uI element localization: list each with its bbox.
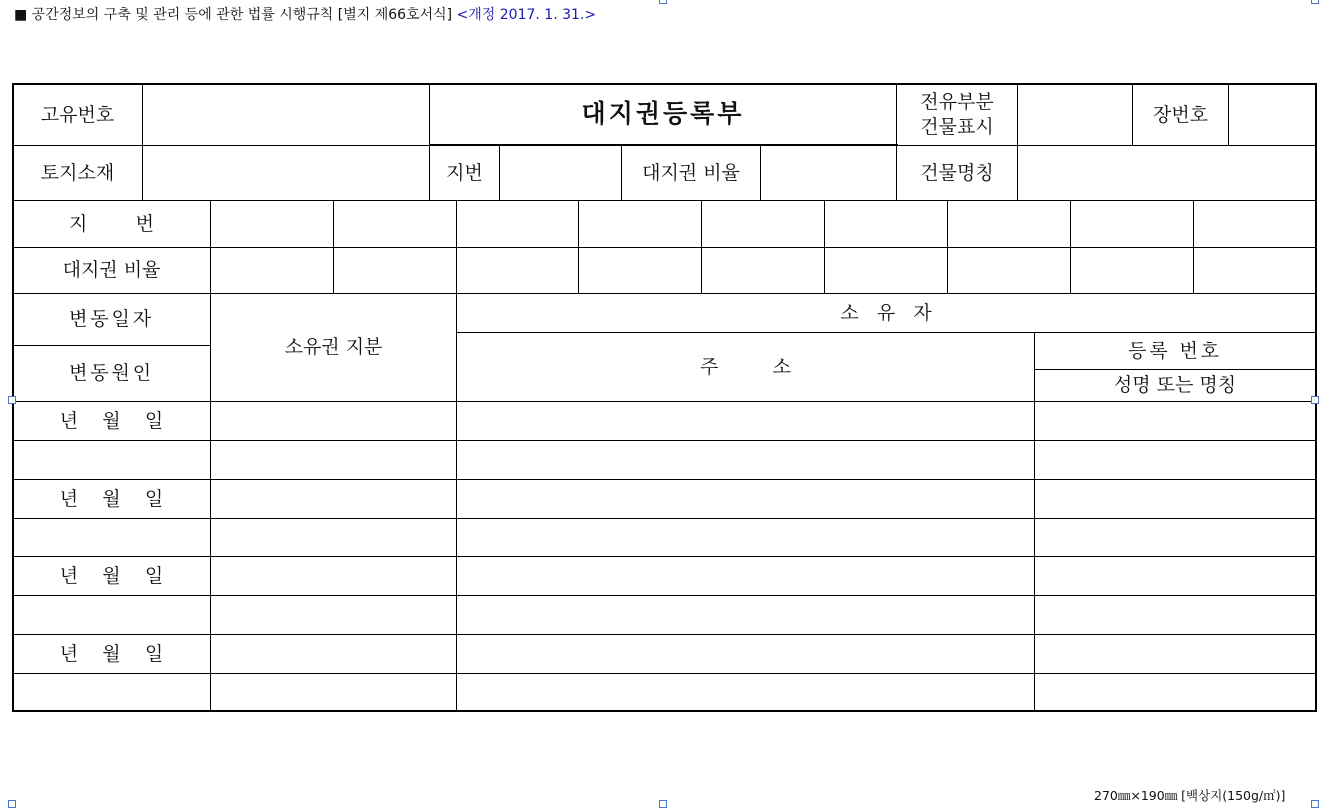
ratio-row-label: 대지권 비율 xyxy=(62,259,161,282)
divider xyxy=(1070,200,1071,294)
resize-handle-right[interactable] xyxy=(1311,396,1319,404)
land-location-field[interactable] xyxy=(143,146,429,200)
law-reference: ■ 공간정보의 구축 및 관리 등에 관한 법률 시행규칙 [별지 제66호서식] xyxy=(14,7,453,23)
entry-date-4: 년 월 일 xyxy=(59,642,164,665)
exclusive-part-field[interactable] xyxy=(1018,85,1132,145)
owner-label: 소 유 자 xyxy=(840,301,932,324)
land-location-label: 토지소재 xyxy=(40,161,115,184)
revision-date: <개정 2017. 1. 31.> xyxy=(456,7,597,23)
divider xyxy=(333,200,334,294)
resize-handle-top[interactable] xyxy=(659,0,667,4)
entry-date-1: 년 월 일 xyxy=(59,409,164,432)
paper-spec: 270㎜×190㎜ [백상지(150g/㎡)] xyxy=(1094,788,1286,803)
unique-no-field[interactable] xyxy=(143,85,429,145)
building-name-field[interactable] xyxy=(1018,146,1315,200)
lot-row-label: 지 번 xyxy=(68,212,155,235)
change-cause-label: 변동원인 xyxy=(69,362,154,385)
exclusive-part-label: 전유부분 건물표시 xyxy=(920,91,994,138)
table-border-bottom xyxy=(12,710,1317,712)
divider xyxy=(1193,200,1194,294)
divider xyxy=(824,200,825,294)
registration-no-label: 등록 번호 xyxy=(1128,339,1222,362)
resize-handle-top-right[interactable] xyxy=(1311,0,1319,4)
land-right-ratio-field[interactable] xyxy=(761,146,896,200)
divider xyxy=(13,595,1316,596)
divider xyxy=(13,673,1316,674)
lot-no-field[interactable] xyxy=(500,146,621,200)
unique-no-label: 고유번호 xyxy=(40,103,115,126)
form-header-note xyxy=(14,4,596,24)
entry-date-3: 년 월 일 xyxy=(59,564,164,587)
resize-handle-left[interactable] xyxy=(8,396,16,404)
address-label: 주 소 xyxy=(699,355,792,378)
sheet-no-label: 장번호 xyxy=(1152,103,1209,126)
lot-no-label: 지번 xyxy=(446,161,483,184)
land-right-ratio-label: 대지권 비율 xyxy=(642,161,740,184)
divider xyxy=(13,440,1316,441)
building-name-label: 건물명칭 xyxy=(920,161,994,184)
divider xyxy=(947,200,948,294)
form-title: 대지권등록부 xyxy=(581,99,745,129)
divider xyxy=(701,200,702,294)
change-date-label: 변동일자 xyxy=(69,308,154,331)
divider xyxy=(13,518,1316,519)
ownership-share-label: 소유권 지분 xyxy=(284,336,383,359)
name-label: 성명 또는 명칭 xyxy=(1113,374,1237,397)
sheet-no-field[interactable] xyxy=(1229,85,1315,145)
divider xyxy=(578,200,579,294)
entry-date-2: 년 월 일 xyxy=(59,487,164,510)
